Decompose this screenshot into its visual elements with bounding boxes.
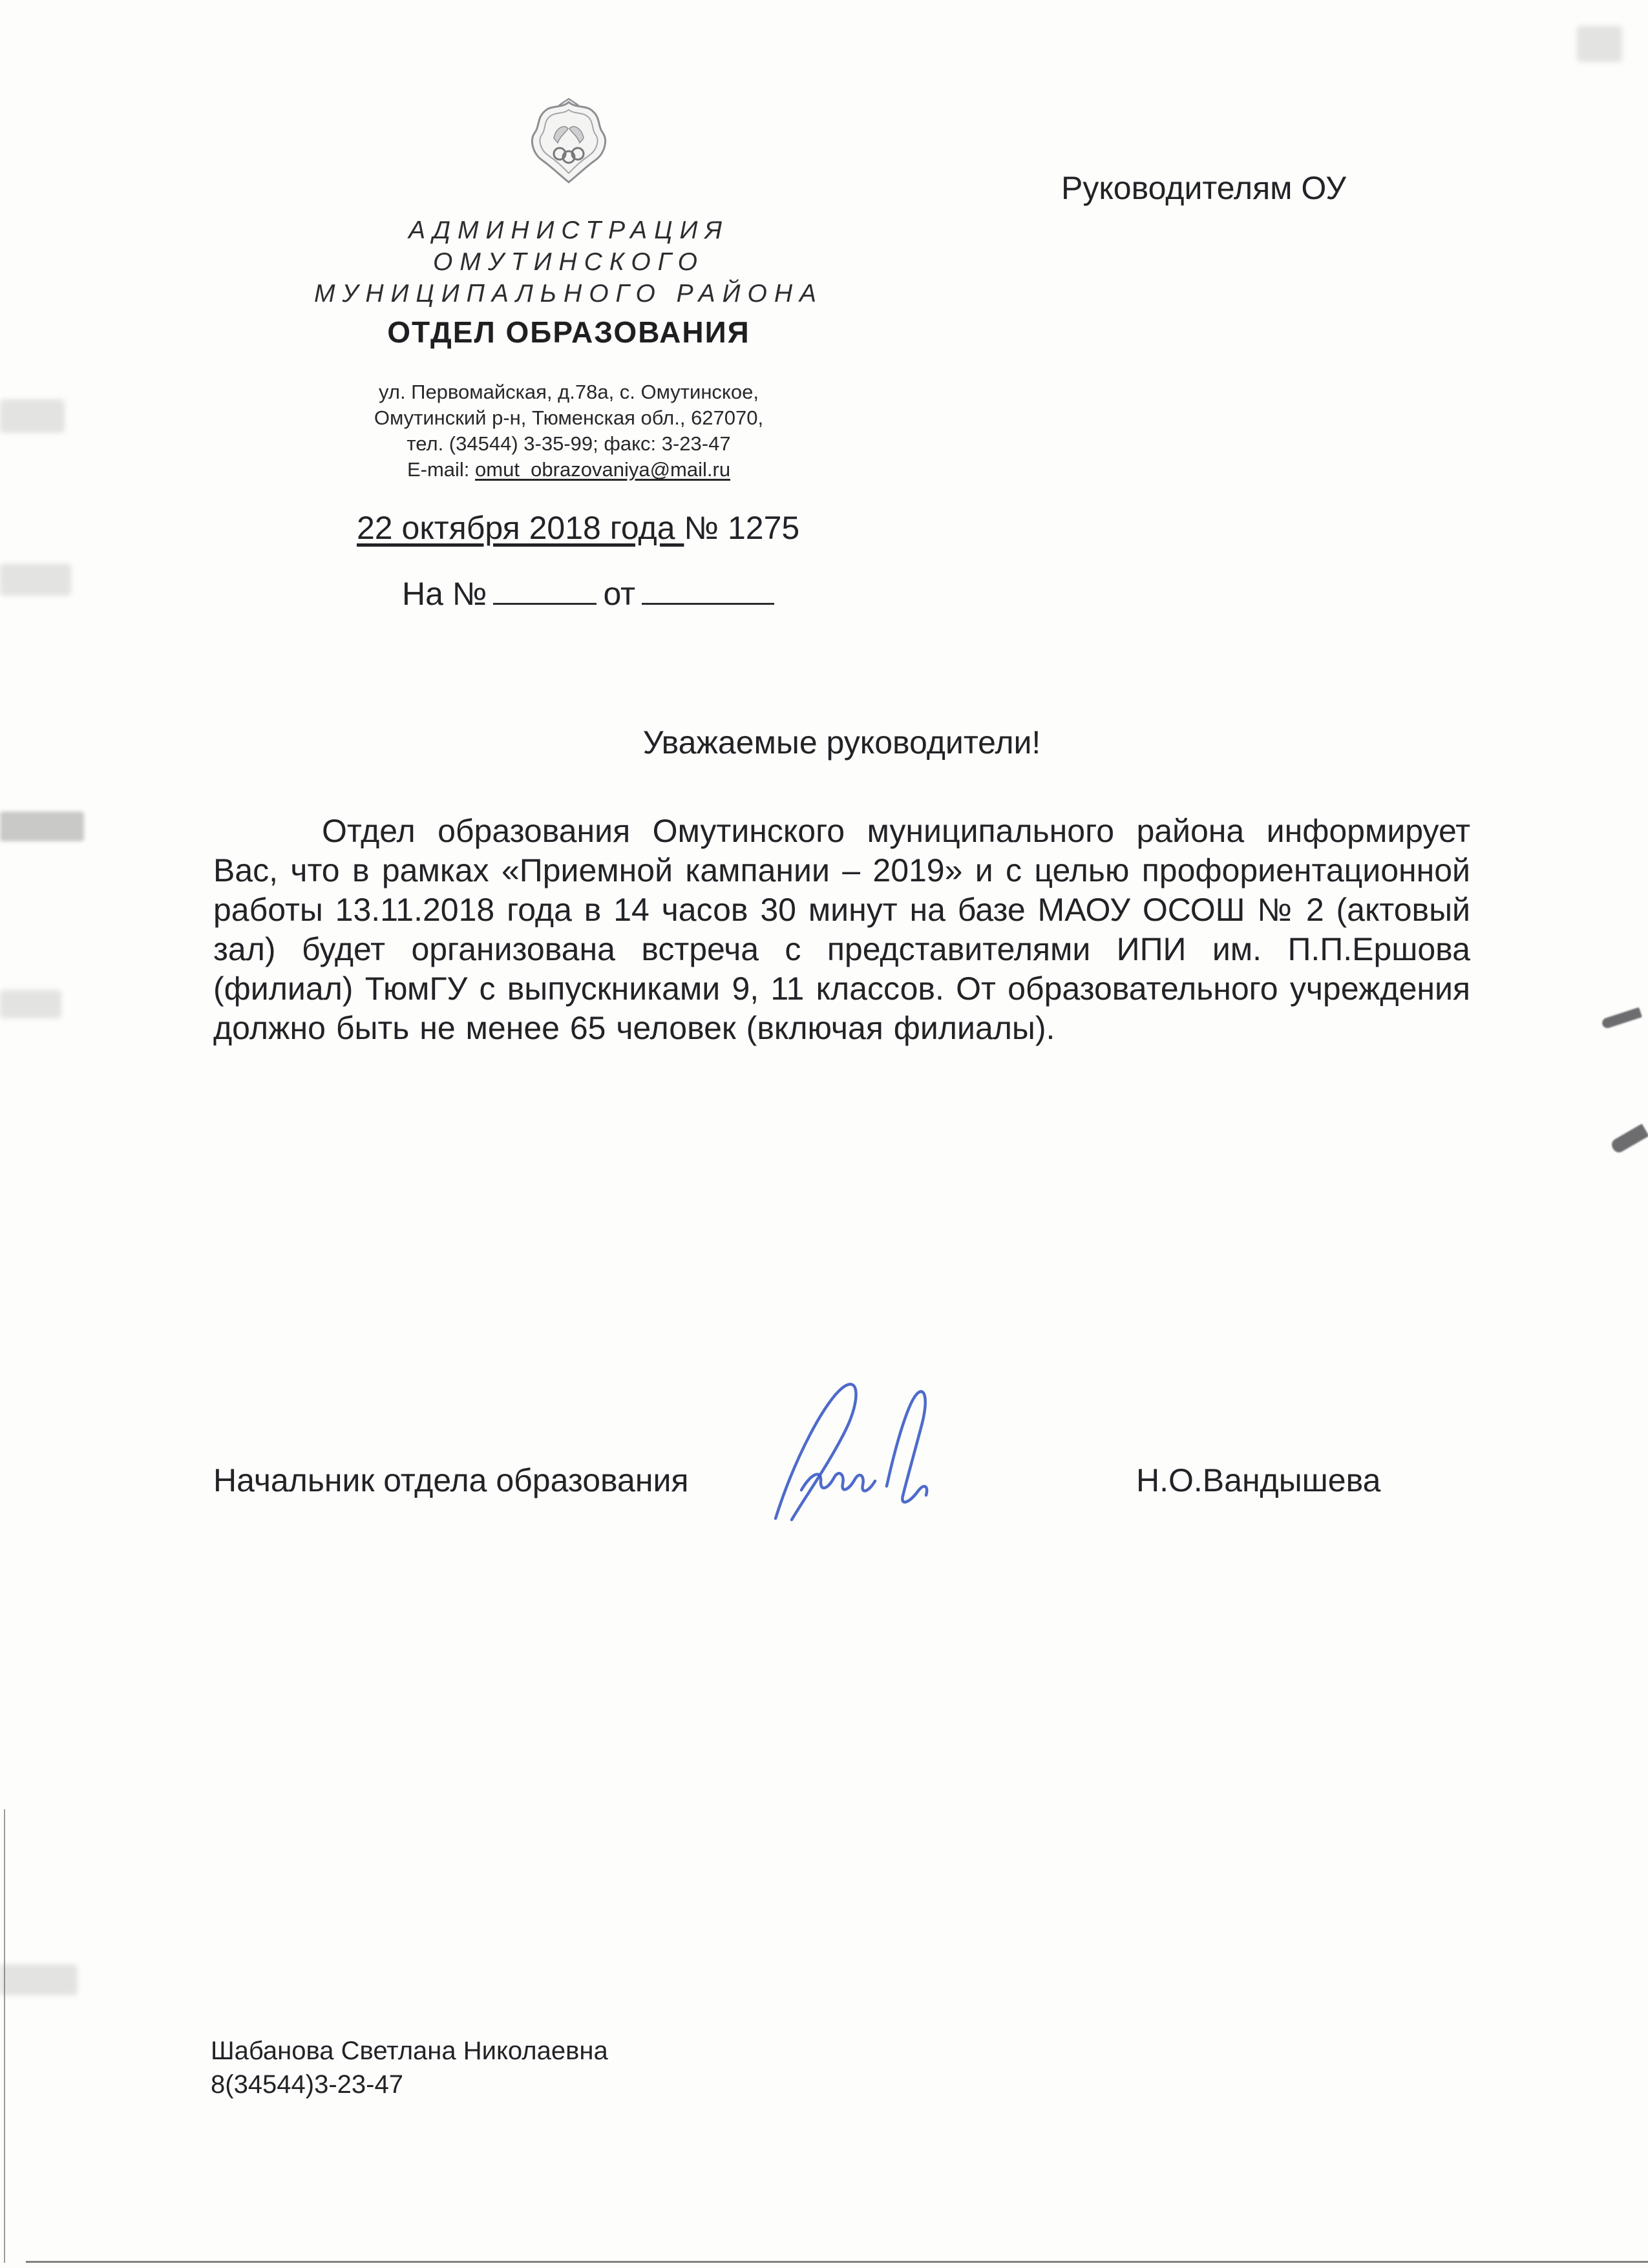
email-label: E-mail: — [407, 458, 470, 481]
scan-artifact — [0, 990, 61, 1018]
executor-contact — [211, 2034, 608, 2101]
outgoing-date: 22 октября 2018 года — [357, 510, 684, 546]
coat-of-arms-icon — [520, 97, 617, 205]
executor-name: Шабанова Светлана Николаевна — [211, 2037, 608, 2065]
executor-phone: 8(34544)3-23-47 — [211, 2070, 403, 2099]
reply-from-label: от — [603, 576, 636, 612]
scan-artifact — [0, 1964, 78, 1995]
reply-prefix: На № — [402, 576, 487, 612]
scan-artifact — [0, 399, 65, 433]
recipient: Руководителям ОУ — [1061, 170, 1346, 206]
reply-reference-line — [402, 575, 781, 613]
letter-body: Отдел образования Омутинского муниципального района информирует Вас, что в рамках «Приемной кампании – 2019» и с целью профориентационной работы 13.11.2018 года в 14 часов 30 минут на базе МАОУ ОСОШ № 2 (актовый зал) будет организована встреча с представителями ИПИ им. П.П.Ершова (филиал) ТюмГУ с выпускниками 9, 11 классов. От образовательного учреждения должно быть не менее 65 человек (включая филиалы). — [213, 813, 1470, 1046]
org-name-line-3: МУНИЦИПАЛЬНОГО РАЙОНА — [313, 280, 824, 308]
scan-artifact — [0, 812, 84, 841]
address-line-3: тел. (34544) 3-35-99; факс: 3-23-47 — [407, 432, 731, 455]
letterhead-address — [278, 379, 860, 483]
org-name-line-1: АДМИНИСТРАЦИЯ — [408, 216, 729, 244]
page-curl-mark — [1609, 1124, 1648, 1155]
email-link[interactable]: omut_obrazovaniya@mail.ru — [475, 458, 731, 481]
handwritten-signature-icon — [737, 1363, 1021, 1551]
scan-artifact — [0, 563, 71, 596]
page-curl-mark — [1601, 1007, 1642, 1029]
email-line — [278, 457, 860, 483]
address-line-2: Омутинский р-н, Тюменская обл., 627070, — [374, 406, 764, 429]
org-name-line-2: ОМУТИНСКОГО — [433, 248, 704, 276]
outgoing-number: № 1275 — [684, 510, 800, 546]
reply-number-blank — [493, 576, 597, 605]
signer-title: Начальник отдела образования — [213, 1462, 689, 1498]
scan-edge-line — [26, 2261, 1648, 2263]
salutation: Уважаемые руководители! — [642, 724, 1041, 761]
scan-edge-line — [4, 1809, 5, 2263]
address-line-1: ул. Первомайская, д.78а, с. Омутинское, — [379, 381, 759, 403]
outgoing-reference-line — [357, 509, 799, 547]
letterhead — [278, 97, 860, 483]
reply-date-blank — [642, 576, 774, 605]
department-name: ОТДЕЛ ОБРАЗОВАНИЯ — [387, 315, 750, 349]
scan-artifact — [1577, 26, 1622, 62]
signer-name: Н.О.Вандышева — [1136, 1462, 1381, 1498]
